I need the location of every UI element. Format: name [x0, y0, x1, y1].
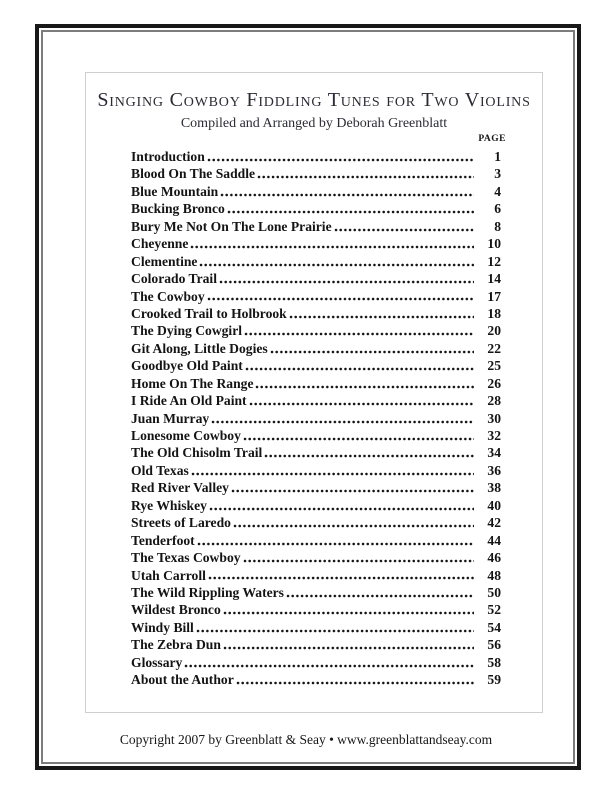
- toc-entry-title: About the Author: [131, 672, 234, 688]
- toc-entry-page: 56: [487, 637, 501, 653]
- toc-dot-leader: [220, 193, 474, 197]
- toc-entry-title: The Zebra Dun: [131, 637, 221, 653]
- toc-list: [131, 148, 501, 689]
- toc-entry: [131, 514, 501, 531]
- toc-entry-title: Lonesome Cowboy: [131, 428, 241, 443]
- toc-entry-title: Git Along, Little Dogies: [131, 340, 268, 356]
- toc-entry: [131, 183, 501, 200]
- toc-dot-leader: [286, 594, 474, 598]
- toc-entry: [131, 636, 501, 653]
- toc-entry: [131, 375, 501, 392]
- toc-entry-title: Cheyenne: [131, 236, 189, 252]
- toc-entry-page: 22: [487, 340, 501, 356]
- toc-entry-page: 8: [494, 218, 501, 234]
- toc-entry-title: Tenderfoot: [131, 532, 195, 548]
- toc-entry-title: The Wild Rippling Waters: [131, 584, 284, 600]
- toc-dot-leader: [211, 420, 474, 424]
- toc-entry-page: 54: [487, 619, 501, 635]
- toc-entry-title: Utah Carroll: [131, 567, 206, 583]
- toc-entry-page: 50: [487, 584, 501, 600]
- toc-entry-title: The Texas Cowboy: [131, 550, 241, 566]
- toc-entry: [131, 305, 501, 322]
- toc-entry-page: 36: [487, 462, 501, 478]
- toc-entry: [131, 619, 501, 636]
- toc-entry: [131, 584, 501, 601]
- toc-entry-page: 32: [487, 428, 501, 443]
- toc-entry: [131, 165, 501, 182]
- toc-dot-leader: [243, 437, 474, 441]
- toc-entry: [131, 410, 501, 427]
- toc-entry-title: Bucking Bronco: [131, 201, 225, 217]
- toc-entry-title: Streets of Laredo: [131, 515, 231, 531]
- toc-entry: [131, 462, 501, 479]
- toc-dot-leader: [264, 454, 474, 458]
- toc-entry-title: Rye Whiskey: [131, 497, 207, 513]
- toc-dot-leader: [207, 297, 474, 301]
- toc-entry: [131, 253, 501, 270]
- toc-entry: [131, 601, 501, 618]
- toc-dot-leader: [184, 664, 474, 668]
- toc-entry-title: Old Texas: [131, 462, 189, 478]
- toc-entry: [131, 288, 501, 305]
- toc-entry-page: 52: [487, 602, 501, 618]
- toc-entry: [131, 671, 501, 688]
- toc-entry-title: The Dying Cowgirl: [131, 323, 243, 339]
- toc-entry-page: 46: [487, 550, 501, 566]
- toc-entry-page: 59: [487, 672, 501, 688]
- toc-entry-page: 4: [494, 183, 501, 199]
- toc-dot-leader: [190, 245, 474, 249]
- toc-entry-title: Blue Mountain: [131, 183, 219, 199]
- toc-entry-title: Red River Valley: [131, 480, 229, 496]
- book-subtitle: Compiled and Arranged by Deborah Greenblatt: [180, 116, 448, 131]
- toc-dot-leader: [209, 507, 474, 511]
- toc-entry-page: 14: [487, 271, 501, 287]
- toc-entry: [131, 497, 501, 514]
- toc-entry-page: 30: [487, 410, 501, 426]
- toc-entry-page: 25: [487, 358, 501, 374]
- toc-dot-leader: [227, 210, 474, 214]
- toc-dot-leader: [243, 559, 474, 563]
- toc-entry: [131, 270, 501, 287]
- toc-entry-title: Wildest Bronco: [131, 602, 221, 618]
- toc-entry: [131, 427, 501, 444]
- toc-entry-title: I Ride An Old Paint: [131, 393, 247, 409]
- footer-copyright: Copyright 2007 by Greenblatt & Seay • www.greenblattandseay.com: [119, 732, 493, 747]
- toc-entry-page: 17: [487, 288, 501, 304]
- toc-entry-title: Introduction: [131, 149, 205, 164]
- toc-dot-leader: [231, 489, 474, 493]
- toc-dot-leader: [199, 263, 474, 267]
- book-title: Singing Cowboy Fiddling Tunes for Two Violins: [97, 89, 531, 111]
- toc-entry: [131, 200, 501, 217]
- toc-dot-leader: [289, 315, 474, 319]
- toc-entry: [131, 567, 501, 584]
- toc-dot-leader: [257, 175, 474, 179]
- toc-entry: [131, 444, 501, 461]
- toc-dot-leader: [223, 646, 474, 650]
- toc-entry-page: 3: [494, 166, 501, 182]
- toc-entry: [131, 357, 501, 374]
- toc-dot-leader: [233, 524, 474, 528]
- toc-entry-title: Goodbye Old Paint: [131, 358, 243, 374]
- toc-entry-page: 10: [487, 236, 501, 252]
- toc-entry-page: 26: [487, 375, 501, 391]
- toc-entry-title: The Cowboy: [131, 288, 205, 304]
- toc-dot-leader: [245, 367, 474, 371]
- toc-entry: [131, 479, 501, 496]
- toc-entry: [131, 340, 501, 357]
- toc-entry-title: Crooked Trail to Holbrook: [131, 305, 287, 321]
- toc-dot-leader: [223, 611, 474, 615]
- toc-entry-page: 48: [487, 567, 501, 583]
- toc-entry: [131, 148, 501, 165]
- toc-entry: [131, 322, 501, 339]
- toc-dot-leader: [219, 280, 474, 284]
- toc-entry-page: 6: [494, 201, 501, 217]
- toc-entry: [131, 532, 501, 549]
- toc-content-box: [85, 72, 543, 713]
- toc-dot-leader: [270, 350, 474, 354]
- toc-entry-page: 28: [487, 393, 501, 409]
- toc-dot-leader: [196, 629, 474, 633]
- toc-entry: [131, 218, 501, 235]
- toc-entry-title: Juan Murray: [131, 410, 210, 426]
- toc-entry-title: Bury Me Not On The Lone Prairie: [131, 218, 332, 234]
- toc-dot-leader: [255, 385, 474, 389]
- toc-entry-title: Colorado Trail: [131, 271, 217, 287]
- toc-entry-page: 1: [494, 149, 501, 164]
- toc-entry-title: The Old Chisolm Trail: [131, 445, 263, 461]
- toc-entry-title: Blood On The Saddle: [131, 166, 256, 182]
- toc-entry: [131, 235, 501, 252]
- toc-entry-title: Glossary: [131, 654, 183, 670]
- toc-dot-leader: [236, 681, 474, 685]
- toc-dot-leader: [208, 576, 474, 580]
- toc-entry-title: Windy Bill: [131, 619, 194, 635]
- toc-dot-leader: [207, 158, 474, 162]
- toc-dot-leader: [334, 228, 474, 232]
- toc-entry: [131, 654, 501, 671]
- toc-entry-page: 42: [487, 515, 501, 531]
- toc-entry-page: 20: [487, 323, 501, 339]
- toc-dot-leader: [244, 332, 474, 336]
- toc-entry-page: 12: [487, 253, 501, 269]
- toc-entry-page: 34: [487, 445, 501, 461]
- toc-dot-leader: [249, 402, 474, 406]
- toc-dot-leader: [197, 542, 474, 546]
- page-column-label: PAGE: [478, 134, 506, 144]
- toc-entry-page: 40: [487, 497, 501, 513]
- toc-entry-page: 58: [487, 654, 501, 670]
- toc-entry-title: Clementine: [131, 253, 198, 269]
- toc-entry-page: 44: [487, 532, 501, 548]
- toc-entry: [131, 549, 501, 566]
- toc-entry: [131, 392, 501, 409]
- toc-entry-page: 38: [487, 480, 501, 496]
- toc-entry-page: 18: [487, 305, 501, 321]
- toc-dot-leader: [191, 472, 474, 476]
- toc-entry-title: Home On The Range: [131, 375, 254, 391]
